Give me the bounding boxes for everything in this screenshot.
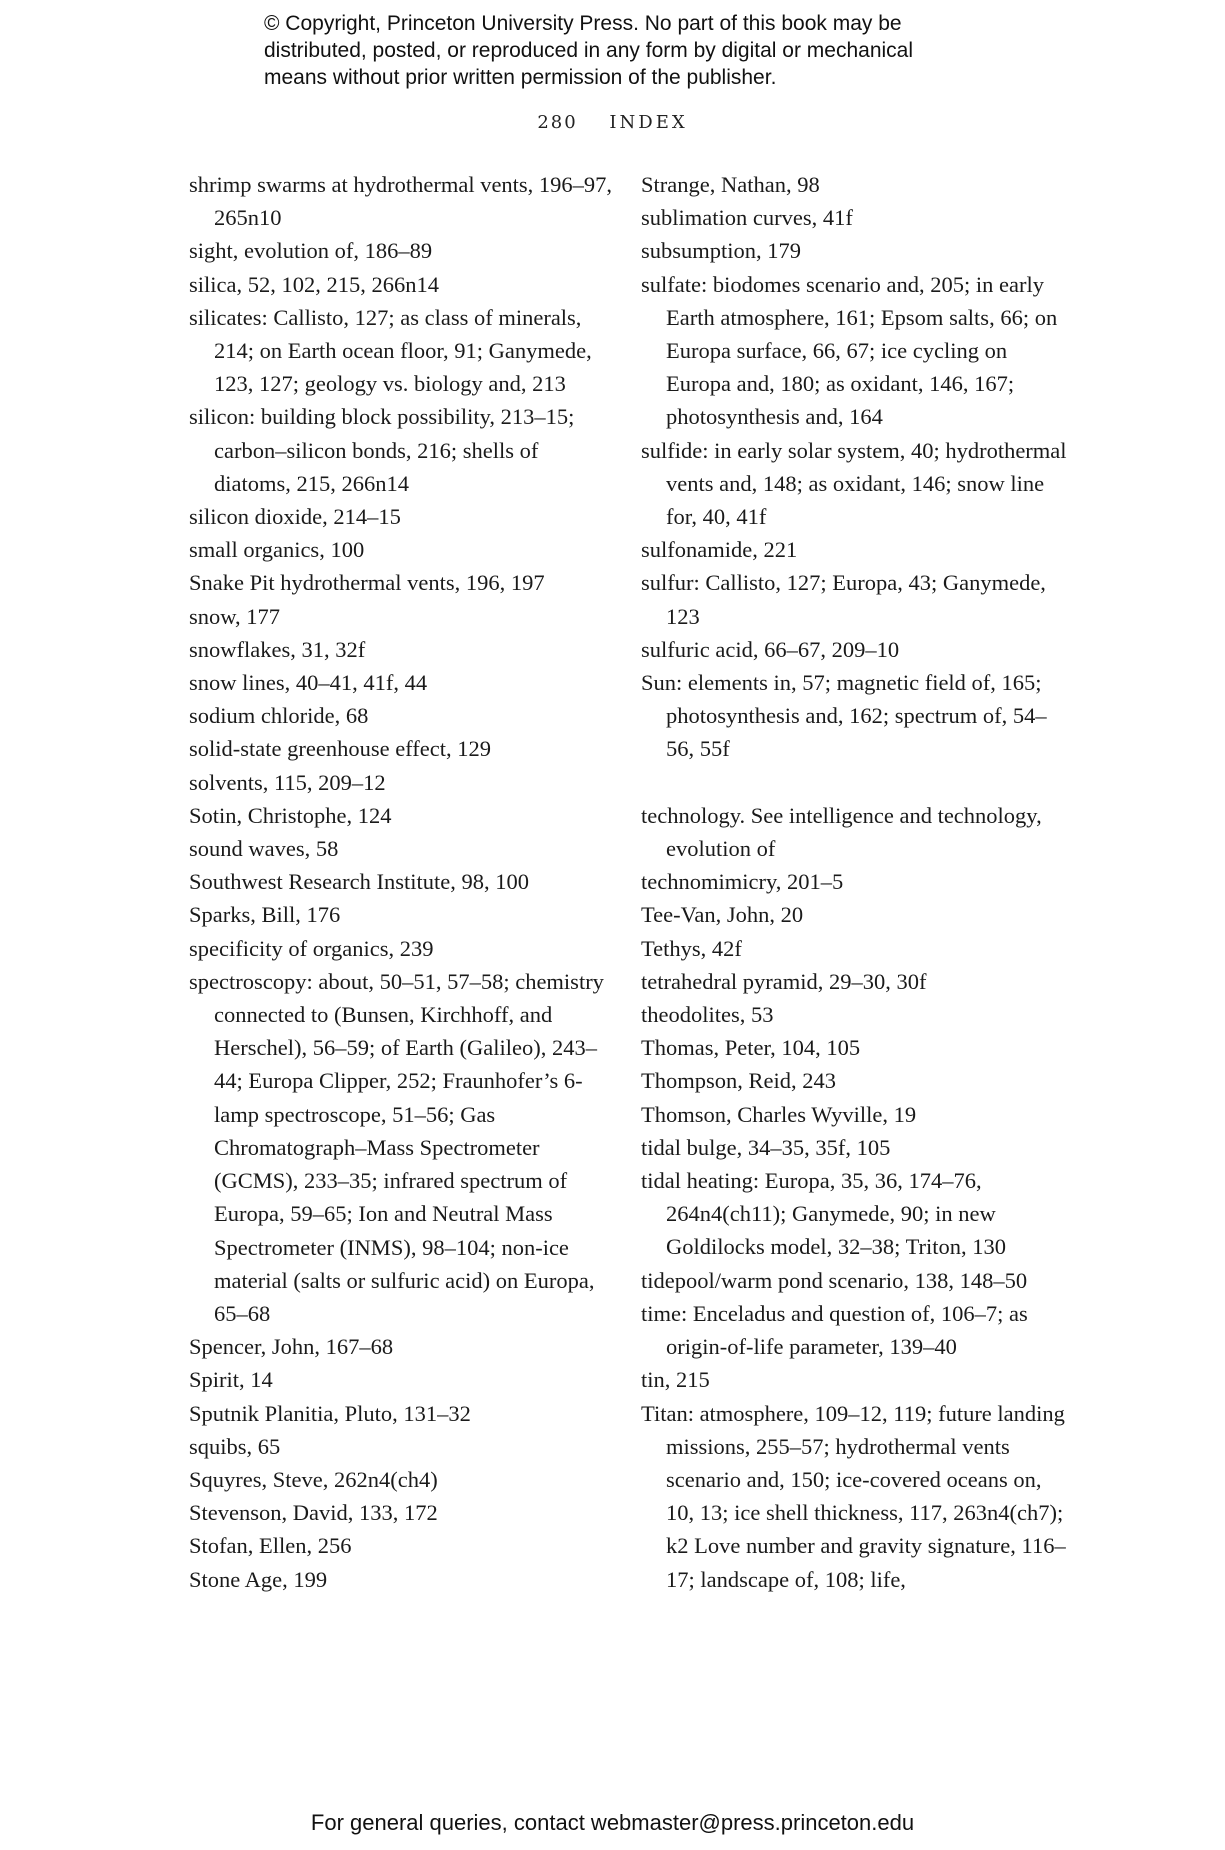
index-entry: sulfur: Callisto, 127; Europa, 43; Ganymede, 123 bbox=[641, 570, 1046, 629]
index-entry: silicon: building block possibility, 213–15; carbon–silicon bonds, 216; shells of diatoms, 215, 266n14 bbox=[189, 404, 575, 496]
index-entry: sight, evolution of, 186–89 bbox=[189, 238, 433, 264]
index-entry: sulfuric acid, 66–67, 209–10 bbox=[641, 636, 900, 662]
index-entry: Thomas, Peter, 104, 105 bbox=[641, 1035, 861, 1061]
copyright-notice bbox=[264, 10, 1024, 91]
index-entry: time: Enceladus and question of, 106–7; as origin-of-life parameter, 139–40 bbox=[641, 1300, 1028, 1360]
index-entry: silicon dioxide, 214–15 bbox=[189, 504, 401, 530]
index-entry: theodolites, 53 bbox=[641, 1002, 774, 1028]
index-entry: sulfonamide, 221 bbox=[641, 537, 798, 563]
index-entry: Sparks, Bill, 176 bbox=[189, 902, 341, 928]
index-entry: Spencer, John, 167–68 bbox=[189, 1334, 394, 1360]
copyright-line: distributed, posted, or reproduced in any form by digital or mechanical bbox=[264, 39, 914, 62]
index-entry: silica, 52, 102, 215, 266n14 bbox=[189, 271, 439, 297]
index-entry: Sotin, Christophe, 124 bbox=[189, 802, 392, 828]
index-entry: snow lines, 40–41, 41f, 44 bbox=[189, 670, 428, 696]
index-entry: tetrahedral pyramid, 29–30, 30f bbox=[641, 968, 927, 994]
index-entry: small organics, 100 bbox=[189, 537, 365, 563]
index-entry: Sun: elements in, 57; magnetic field of, 165; photosynthesis and, 162; spectrum of, 54–56, 55f bbox=[641, 670, 1047, 762]
index-entry: Sputnik Planitia, Pluto, 131–32 bbox=[189, 1400, 471, 1426]
index-entry: Squyres, Steve, 262n4(ch4) bbox=[189, 1466, 438, 1492]
index-entry: tidal heating: Europa, 35, 36, 174–76, 264n4(ch11); Ganymede, 90; in new Goldilocks model, 32–38; Triton, 130 bbox=[641, 1168, 1007, 1260]
index-entry: tin, 215 bbox=[641, 1367, 710, 1393]
index-entry: shrimp swarms at hydrothermal vents, 196–97, 265n10 bbox=[189, 172, 613, 231]
index-entry: sodium chloride, 68 bbox=[189, 703, 369, 729]
index-column-left bbox=[189, 168, 619, 1596]
index-entry: snowflakes, 31, 32f bbox=[189, 636, 366, 662]
index-entry: Snake Pit hydrothermal vents, 196, 197 bbox=[189, 570, 545, 596]
index-column-right bbox=[641, 168, 1071, 1596]
index-entry: tidal bulge, 34–35, 35f, 105 bbox=[641, 1134, 891, 1160]
index-entry: sulfate: biodomes scenario and, 205; in early Earth atmosphere, 161; Epsom salts, 66; on Europa surface, 66, 67; ice cycling on Europa and, 180; as oxidant, 146, 167; photosynthesis and, 164 bbox=[641, 271, 1058, 430]
index-entry: squibs, 65 bbox=[189, 1433, 281, 1459]
index-entry: Spirit, 14 bbox=[189, 1367, 273, 1393]
index-entry: spectroscopy: about, 50–51, 57–58; chemistry connected to (Bunsen, Kirchhoff, and Herschel), 56–59; of Earth (Galileo), 243–44; Europa Clipper, 252; Fraunhofer’s 6-lamp spectroscope, 51–56; Gas Chromatograph–Mass Spectrometer (GCMS), 233–35; infrared spectrum of Europa, 59–65; Ion and Neutral Mass Spectrometer (INMS), 98–104; non-ice material (salts or sulfuric acid) on Europa, 65–68 bbox=[189, 968, 604, 1326]
index-entry: solvents, 115, 209–12 bbox=[189, 769, 386, 795]
index-entry: Southwest Research Institute, 98, 100 bbox=[189, 869, 529, 895]
index-entry: Titan: atmosphere, 109–12, 119; future landing missions, 255–57; hydrothermal vents scenario and, 150; ice-covered oceans on, 10, 13; ice shell thickness, 117, 263n4(ch7); k2 Love number and gravity signature, 116–17; landscape of, 108; life, bbox=[641, 1400, 1066, 1592]
index-entry: specificity of organics, 239 bbox=[189, 935, 434, 961]
index-entry: snow, 177 bbox=[189, 603, 281, 629]
index-entry: Thomson, Charles Wyville, 19 bbox=[641, 1101, 917, 1127]
index-entry: Stevenson, David, 133, 172 bbox=[189, 1500, 438, 1526]
index-entry: tidepool/warm pond scenario, 138, 148–50 bbox=[641, 1267, 1028, 1293]
index-entry: Thompson, Reid, 243 bbox=[641, 1068, 836, 1094]
copyright-line: © Copyright, Princeton University Press. No part of this book may be bbox=[264, 12, 902, 35]
index-entry: technology. See intelligence and technology, evolution of bbox=[641, 802, 1042, 862]
index-entry: sublimation curves, 41f bbox=[641, 205, 853, 231]
section-title: INDEX bbox=[609, 112, 688, 133]
index-entry: Stone Age, 199 bbox=[189, 1566, 328, 1592]
index-entry: Strange, Nathan, 98 bbox=[641, 172, 820, 197]
index-entry: subsumption, 179 bbox=[641, 238, 802, 264]
running-head bbox=[0, 112, 1225, 133]
index-entry: Stofan, Ellen, 256 bbox=[189, 1533, 352, 1559]
index-entry: technomimicry, 201–5 bbox=[641, 869, 844, 895]
index-entry: Tethys, 42f bbox=[641, 935, 742, 961]
index-entry: solid-state greenhouse effect, 129 bbox=[189, 736, 491, 762]
index-entry: sulfide: in early solar system, 40; hydrothermal vents and, 148; as oxidant, 146; snow line for, 40, 41f bbox=[641, 437, 1067, 530]
page-number: 280 bbox=[537, 112, 578, 133]
index-entry: silicates: Callisto, 127; as class of minerals, 214; on Earth ocean floor, 91; Ganymede, 123, 127; geology vs. biology and, 213 bbox=[189, 304, 592, 397]
index-entry: sound waves, 58 bbox=[189, 836, 339, 862]
footer-contact: For general queries, contact webmaster@press.princeton.edu bbox=[310, 1810, 915, 1835]
copyright-line: means without prior written permission of the publisher. bbox=[264, 66, 777, 89]
index-entry: Tee-Van, John, 20 bbox=[641, 902, 804, 928]
